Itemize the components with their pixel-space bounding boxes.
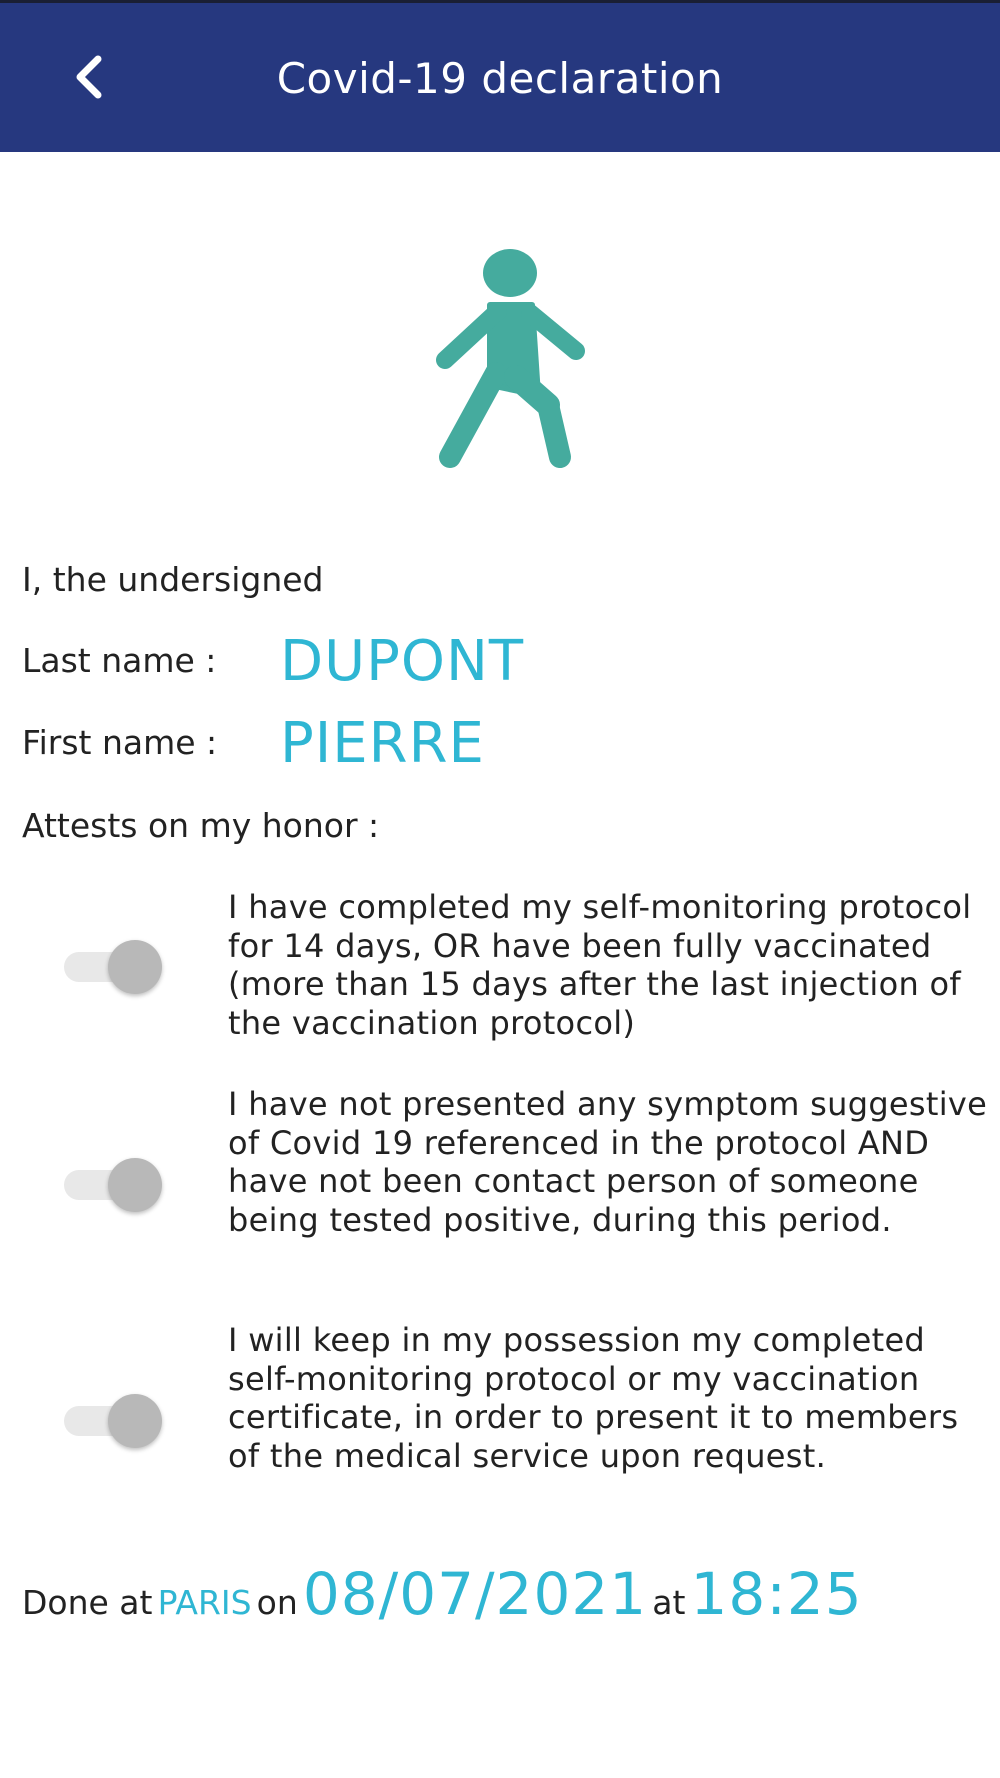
app-header [0,0,1000,152]
date-value: 08/07/2021 [302,1560,648,1628]
city-value: PARIS [157,1583,252,1622]
last-name-label: Last name : [22,641,217,680]
first-name-label: First name : [22,723,218,762]
walking-person-icon [420,245,590,475]
attestation-text: I have not presented any symptom suggestive of Covid 19 referenced in the protocol AND have not been contact person of someone being tested positive, during this period. [228,1085,988,1239]
on-label: on [256,1583,298,1622]
attestation-text: I will keep in my possession my completed self-monitoring protocol or my vaccination certificate, in order to present it to members of the medical service upon request. [228,1321,959,1475]
intro-text: I, the undersigned [22,560,324,599]
toggle-thumb [108,1158,162,1212]
attestation-toggle[interactable] [64,1392,164,1444]
last-name-value: DUPONT [280,629,525,694]
toggle-thumb [108,940,162,994]
done-at-label: Done at [22,1583,153,1622]
attestation-toggle[interactable] [64,938,164,990]
attestation-toggle[interactable] [64,1156,164,1208]
first-name-value: PIERRE [280,711,485,776]
at-label: at [652,1583,686,1622]
time-value: 18:25 [690,1560,863,1628]
attestation-text: I have completed my self-monitoring protocol for 14 days, OR have been fully vaccinated (more than 15 days after the last injection of the vaccination protocol) [228,888,972,1042]
page-title: Covid-19 declaration [276,54,724,103]
toggle-thumb [108,1394,162,1448]
attest-heading: Attests on my honor : [22,806,380,845]
done-at-line [22,1560,863,1628]
